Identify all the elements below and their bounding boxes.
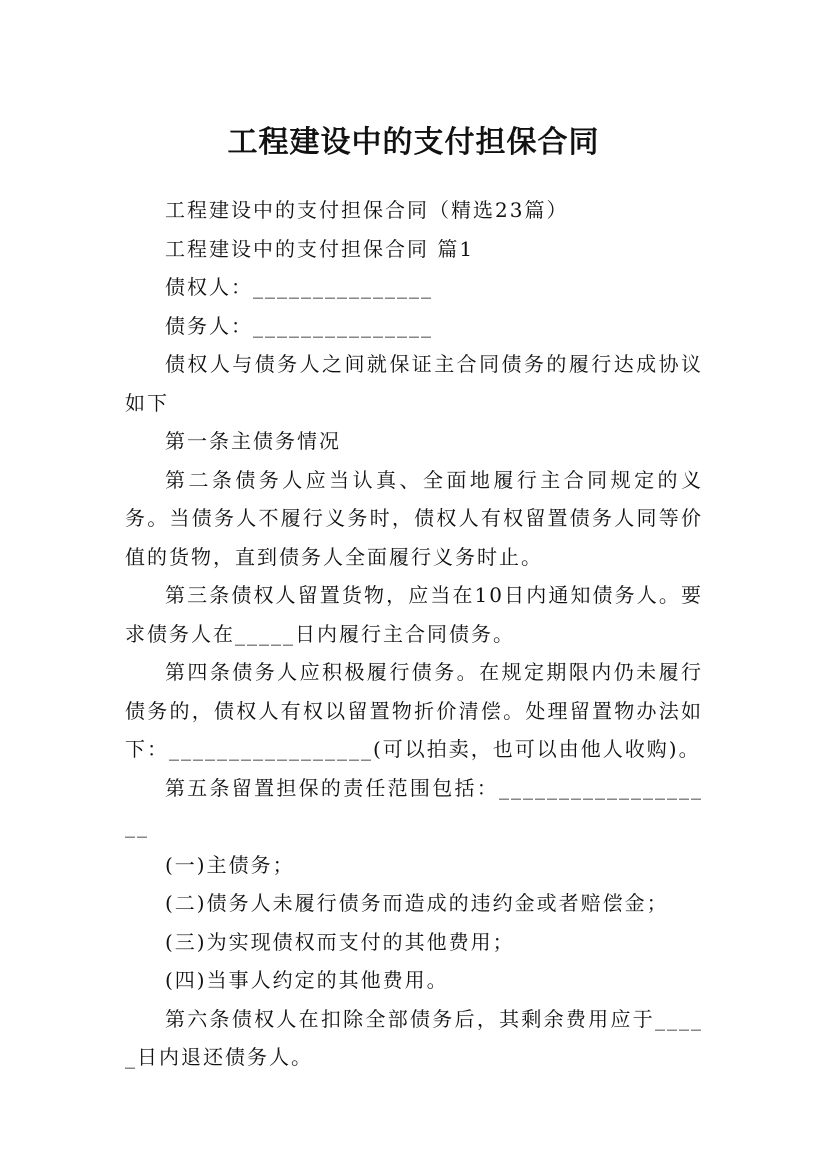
clause: 第三条债权人留置货物，应当在10日内通知债务人。要求债务人在_____日内履行主合同债务。 bbox=[125, 583, 703, 646]
debtor-line: 债务人：_______________ bbox=[165, 313, 433, 338]
list-item: (一)主债务； bbox=[165, 852, 295, 877]
list-item: (四)当事人约定的其他费用。 bbox=[165, 968, 449, 992]
list-item: (二)债务人未履行债务而造成的违约金或者赔偿金； bbox=[165, 891, 669, 915]
paragraph: 工程建设中的支付担保合同（精选23篇） bbox=[165, 198, 569, 222]
clause-heading: 第一条主债务情况 bbox=[165, 429, 341, 453]
creditor-line: 债权人：_______________ bbox=[165, 275, 433, 299]
clause: 第五条留置担保的责任范围包括：___________________ bbox=[125, 775, 703, 838]
document-body bbox=[125, 191, 703, 1077]
clause: 第二条债务人应当认真、全面地履行主合同规定的义务。当债务人不履行义务时，债权人有权留置债务人同等价值的货物，直到债务人全面履行义务时止。 bbox=[125, 467, 703, 569]
list-item: (三)为实现债权而支付的其他费用； bbox=[165, 929, 515, 954]
document-title: 工程建设中的支付担保合同 bbox=[227, 125, 600, 161]
paragraph: 债权人与债务人之间就保证主合同债务的履行达成协议如下 bbox=[125, 352, 703, 415]
clause: 第六条债权人在扣除全部债务后，其剩余费用应于_____日内退还债务人。 bbox=[125, 1006, 703, 1069]
paragraph: 工程建设中的支付担保合同 篇1 bbox=[165, 236, 475, 261]
clause: 第四条债务人应积极履行债务。在规定期限内仍未履行债务的，债权人有权以留置物折价清偿。处理留置物办法如下：_________________(可以拍卖，也可以由他人收购)。 bbox=[125, 660, 703, 761]
